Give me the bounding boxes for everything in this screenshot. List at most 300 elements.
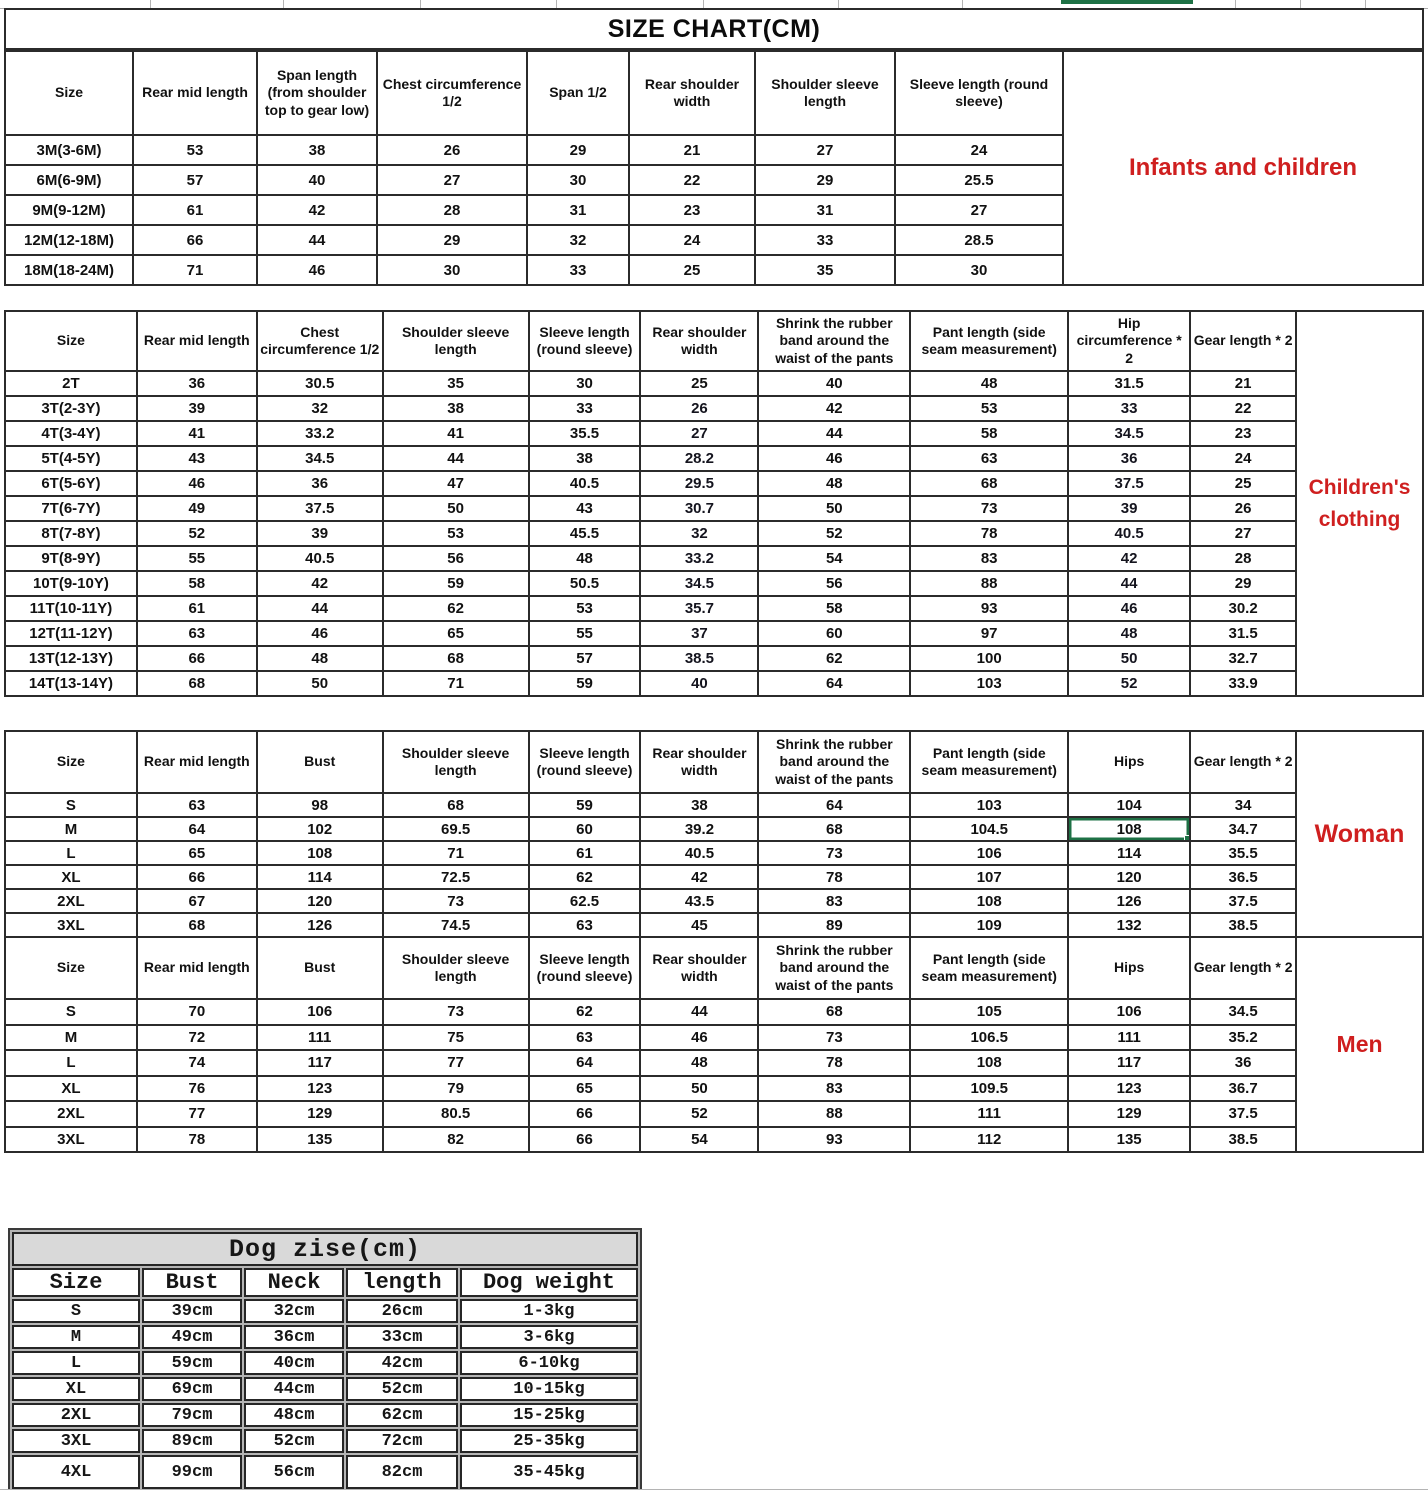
- value-cell: 50: [640, 1076, 758, 1102]
- table-row: [5, 521, 1296, 546]
- value-cell: 54: [758, 546, 910, 571]
- column-header: Shoulder sleeve length: [383, 731, 529, 793]
- value-cell: 45.5: [529, 521, 641, 546]
- value-cell: 39: [257, 521, 383, 546]
- size-cell: 4T(3-4Y): [5, 421, 137, 446]
- value-cell: 27: [1190, 521, 1296, 546]
- table-row: [5, 446, 1296, 471]
- value-cell: 34.5: [640, 571, 758, 596]
- value-cell: 25.5: [895, 165, 1063, 195]
- value-cell: 35.7: [640, 596, 758, 621]
- value-cell: 117: [1068, 1050, 1190, 1076]
- column-header: Gear length * 2: [1190, 731, 1296, 793]
- table-row: [5, 371, 1296, 396]
- size-cell: 14T(13-14Y): [5, 671, 137, 696]
- value-cell: 32: [257, 396, 383, 421]
- value-cell: 65: [383, 621, 529, 646]
- value-cell: 44: [383, 446, 529, 471]
- size-cell: 11T(10-11Y): [5, 596, 137, 621]
- value-cell: 40.5: [257, 546, 383, 571]
- value-cell: 29: [527, 135, 629, 165]
- value-cell: 38.5: [1190, 1127, 1296, 1153]
- value-cell: 106: [1068, 999, 1190, 1025]
- value-cell: 66: [137, 646, 257, 671]
- column-header: Gear length * 2: [1190, 937, 1296, 999]
- value-cell: 62: [529, 865, 641, 889]
- value-cell: 88: [910, 571, 1068, 596]
- value-cell: 36: [257, 471, 383, 496]
- value-cell: 105: [910, 999, 1068, 1025]
- column-header: Gear length * 2: [1190, 311, 1296, 371]
- value-cell: 123: [1068, 1076, 1190, 1102]
- value-cell: 117: [257, 1050, 383, 1076]
- column-header: Shoulder sleeve length: [755, 51, 895, 135]
- column-header: Sleeve length (round sleeve): [529, 311, 641, 371]
- value-cell: 31.5: [1068, 371, 1190, 396]
- value-cell: 56: [383, 546, 529, 571]
- value-cell: 55: [137, 546, 257, 571]
- value-cell: 38: [640, 793, 758, 817]
- value-cell: 78: [758, 865, 910, 889]
- value-cell: 38: [257, 135, 377, 165]
- value-cell: 44: [758, 421, 910, 446]
- value-cell: 36: [137, 371, 257, 396]
- value-cell: 71: [383, 841, 529, 865]
- value-cell: 42: [257, 571, 383, 596]
- value-cell: 33.2: [640, 546, 758, 571]
- value-cell: 104: [1068, 793, 1190, 817]
- value-cell: 59cm: [142, 1351, 242, 1375]
- column-header: Bust: [142, 1268, 242, 1297]
- value-cell: 132: [1068, 913, 1190, 937]
- value-cell: 76: [137, 1076, 257, 1102]
- value-cell: 78: [758, 1050, 910, 1076]
- size-cell: XL: [5, 865, 137, 889]
- size-cell: 5T(4-5Y): [5, 446, 137, 471]
- value-cell: 48cm: [244, 1403, 344, 1427]
- column-header: Shrink the rubber band around the waist of the pants: [758, 937, 910, 999]
- value-cell: 47: [383, 471, 529, 496]
- value-cell: 29: [377, 225, 527, 255]
- infants-section-label: Infants and children: [1064, 50, 1424, 286]
- value-cell: 26: [1190, 496, 1296, 521]
- value-cell: 79: [383, 1076, 529, 1102]
- value-cell: 37: [640, 621, 758, 646]
- value-cell: 42: [758, 396, 910, 421]
- value-cell: 50: [383, 496, 529, 521]
- column-header: Shoulder sleeve length: [383, 937, 529, 999]
- value-cell: 68: [758, 817, 910, 841]
- value-cell: 74: [137, 1050, 257, 1076]
- table-row: [5, 135, 1063, 165]
- value-cell: 29: [1190, 571, 1296, 596]
- column-header: Rear shoulder width: [640, 937, 758, 999]
- value-cell: 75: [383, 1025, 529, 1051]
- table-row: [5, 793, 1296, 817]
- size-cell: 2XL: [5, 1101, 137, 1127]
- value-cell: 83: [758, 1076, 910, 1102]
- value-cell: 33cm: [346, 1325, 458, 1349]
- size-cell: L: [5, 841, 137, 865]
- value-cell: 77: [137, 1101, 257, 1127]
- value-cell: 49: [137, 496, 257, 521]
- value-cell: 50: [1068, 646, 1190, 671]
- value-cell: 41: [137, 421, 257, 446]
- value-cell: 40.5: [640, 841, 758, 865]
- size-cell: 12M(12-18M): [5, 225, 133, 255]
- dog-section: [8, 1228, 642, 1493]
- value-cell: 15-25kg: [460, 1403, 638, 1427]
- infants-section: [4, 8, 1424, 286]
- table-row: [12, 1377, 638, 1401]
- value-cell: 73: [383, 999, 529, 1025]
- value-cell: 78: [910, 521, 1068, 546]
- value-cell: 69.5: [383, 817, 529, 841]
- value-cell: 48: [910, 371, 1068, 396]
- value-cell: 61: [133, 195, 257, 225]
- size-cell: S: [5, 999, 137, 1025]
- table-row: [5, 165, 1063, 195]
- table-row: [5, 421, 1296, 446]
- value-cell: 62: [529, 999, 641, 1025]
- value-cell: 43: [529, 496, 641, 521]
- value-cell: 48: [640, 1050, 758, 1076]
- value-cell: 88: [758, 1101, 910, 1127]
- value-cell: 31: [755, 195, 895, 225]
- value-cell: 58: [910, 421, 1068, 446]
- column-header: Hips: [1068, 731, 1190, 793]
- column-header: Bust: [257, 731, 383, 793]
- value-cell: 48: [257, 646, 383, 671]
- value-cell: 33.2: [257, 421, 383, 446]
- value-cell: 112: [910, 1127, 1068, 1153]
- size-cell: 3XL: [12, 1429, 140, 1453]
- value-cell: 89cm: [142, 1429, 242, 1453]
- value-cell: 48: [758, 471, 910, 496]
- value-cell: 111: [257, 1025, 383, 1051]
- value-cell: 64: [758, 671, 910, 696]
- size-cell: 2T: [5, 371, 137, 396]
- value-cell: 72: [137, 1025, 257, 1051]
- size-cell: 6T(5-6Y): [5, 471, 137, 496]
- value-cell: 24: [1190, 446, 1296, 471]
- value-cell: 71: [133, 255, 257, 285]
- men-section-label: Men: [1295, 936, 1424, 1153]
- value-cell: 46: [1068, 596, 1190, 621]
- value-cell: 36.5: [1190, 865, 1296, 889]
- value-cell: 114: [1068, 841, 1190, 865]
- value-cell: 100: [910, 646, 1068, 671]
- table-row: [5, 841, 1296, 865]
- value-cell: 46: [137, 471, 257, 496]
- value-cell: 44: [257, 596, 383, 621]
- value-cell: 43: [137, 446, 257, 471]
- value-cell: 93: [910, 596, 1068, 621]
- value-cell: 82: [383, 1127, 529, 1153]
- value-cell: 52: [640, 1101, 758, 1127]
- value-cell: 38.5: [1190, 913, 1296, 937]
- value-cell: 33: [755, 225, 895, 255]
- value-cell: 26cm: [346, 1299, 458, 1323]
- dog-size-table: [8, 1228, 642, 1493]
- value-cell: 57: [133, 165, 257, 195]
- value-cell: 106.5: [910, 1025, 1068, 1051]
- column-header: Rear mid length: [137, 937, 257, 999]
- value-cell: 21: [629, 135, 755, 165]
- men-size-table: [4, 936, 1297, 1153]
- value-cell: 25-35kg: [460, 1429, 638, 1453]
- value-cell: 65: [529, 1076, 641, 1102]
- value-cell: 26: [377, 135, 527, 165]
- value-cell: 21: [1190, 371, 1296, 396]
- value-cell: 62: [383, 596, 529, 621]
- table-row: [5, 255, 1063, 285]
- value-cell: 31.5: [1190, 621, 1296, 646]
- column-header: Sleeve length (round sleeve): [529, 937, 641, 999]
- spreadsheet-bottom-gridline: [0, 1489, 1428, 1500]
- value-cell: 52cm: [244, 1429, 344, 1453]
- value-cell: 36: [1190, 1050, 1296, 1076]
- column-header: Pant length (side seam measurement): [910, 311, 1068, 371]
- column-header: Rear mid length: [137, 731, 257, 793]
- column-header: Shrink the rubber band around the waist of the pants: [758, 731, 910, 793]
- value-cell: 135: [257, 1127, 383, 1153]
- value-cell: 64: [758, 793, 910, 817]
- table-row: [5, 621, 1296, 646]
- value-cell: 37.5: [257, 496, 383, 521]
- size-cell: 2XL: [12, 1403, 140, 1427]
- column-header: Pant length (side seam measurement): [910, 731, 1068, 793]
- column-header: Shrink the rubber band around the waist of the pants: [758, 311, 910, 371]
- value-cell: 123: [257, 1076, 383, 1102]
- children-size-table: [4, 310, 1297, 697]
- value-cell: 79cm: [142, 1403, 242, 1427]
- value-cell: 46: [257, 621, 383, 646]
- size-cell: M: [12, 1325, 140, 1349]
- value-cell: 63: [137, 793, 257, 817]
- column-header: Rear mid length: [137, 311, 257, 371]
- value-cell: 35.5: [1190, 841, 1296, 865]
- value-cell: 35: [383, 371, 529, 396]
- column-header: Size: [5, 51, 133, 135]
- size-cell: S: [12, 1299, 140, 1323]
- value-cell: 63: [137, 621, 257, 646]
- value-cell: 38.5: [640, 646, 758, 671]
- value-cell: 68: [383, 646, 529, 671]
- table-row: [5, 496, 1296, 521]
- value-cell: 78: [137, 1127, 257, 1153]
- value-cell: 74.5: [383, 913, 529, 937]
- table-row: [5, 865, 1296, 889]
- value-cell: 44: [640, 999, 758, 1025]
- table-row: [5, 571, 1296, 596]
- column-header: Neck: [244, 1268, 344, 1297]
- dog-table-title: Dog zise(cm): [12, 1232, 638, 1266]
- value-cell: 66: [529, 1101, 641, 1127]
- value-cell: 59: [529, 793, 641, 817]
- value-cell: 55: [529, 621, 641, 646]
- value-cell: 40.5: [529, 471, 641, 496]
- table-row: [5, 546, 1296, 571]
- size-cell: 3XL: [5, 1127, 137, 1153]
- table-row: [5, 195, 1063, 225]
- value-cell: 30.7: [640, 496, 758, 521]
- value-cell: 39: [1068, 496, 1190, 521]
- value-cell: 30.5: [257, 371, 383, 396]
- table-row: [12, 1403, 638, 1427]
- column-header: Chest circumference 1/2: [377, 51, 527, 135]
- size-cell: 3M(3-6M): [5, 135, 133, 165]
- value-cell: 109: [910, 913, 1068, 937]
- value-cell: 71: [383, 671, 529, 696]
- column-header: Size: [12, 1268, 140, 1297]
- value-cell: 68: [910, 471, 1068, 496]
- value-cell: 28: [1190, 546, 1296, 571]
- table-row: [12, 1325, 638, 1349]
- value-cell: 58: [758, 596, 910, 621]
- value-cell: 27: [640, 421, 758, 446]
- table-row: [5, 913, 1296, 937]
- value-cell: 35-45kg: [460, 1455, 638, 1489]
- column-header: Dog weight: [460, 1268, 638, 1297]
- table-row: [5, 1101, 1296, 1127]
- value-cell: 30: [895, 255, 1063, 285]
- column-header: Rear shoulder width: [629, 51, 755, 135]
- column-header: Hips: [1068, 937, 1190, 999]
- size-cell: 3XL: [5, 913, 137, 937]
- column-header: Span length (from shoulder top to gear low): [257, 51, 377, 135]
- value-cell: 27: [755, 135, 895, 165]
- value-cell: 135: [1068, 1127, 1190, 1153]
- value-cell: 28: [377, 195, 527, 225]
- size-cell: 7T(6-7Y): [5, 496, 137, 521]
- column-header: Size: [5, 311, 137, 371]
- value-cell: 129: [257, 1101, 383, 1127]
- value-cell: 97: [910, 621, 1068, 646]
- value-cell: 34.5: [1190, 999, 1296, 1025]
- size-cell: 3T(2-3Y): [5, 396, 137, 421]
- value-cell: 10-15kg: [460, 1377, 638, 1401]
- value-cell: 30: [527, 165, 629, 195]
- size-cell: 13T(12-13Y): [5, 646, 137, 671]
- size-cell: 18M(18-24M): [5, 255, 133, 285]
- value-cell: 44cm: [244, 1377, 344, 1401]
- value-cell: 33: [529, 396, 641, 421]
- value-cell: 63: [529, 1025, 641, 1051]
- value-cell: 45: [640, 913, 758, 937]
- value-cell: 35: [755, 255, 895, 285]
- value-cell: 30.2: [1190, 596, 1296, 621]
- size-cell: 9T(8-9Y): [5, 546, 137, 571]
- value-cell: 66: [137, 865, 257, 889]
- value-cell: 34: [1190, 793, 1296, 817]
- table-row: [12, 1351, 638, 1375]
- value-cell: 37.5: [1190, 1101, 1296, 1127]
- value-cell: 32: [640, 521, 758, 546]
- value-cell: 48: [1068, 621, 1190, 646]
- selection-top-border: [1061, 0, 1193, 4]
- value-cell: 36cm: [244, 1325, 344, 1349]
- value-cell: 42: [1068, 546, 1190, 571]
- value-cell: 54: [640, 1127, 758, 1153]
- value-cell: 73: [383, 889, 529, 913]
- value-cell: 22: [629, 165, 755, 195]
- size-cell: 2XL: [5, 889, 137, 913]
- value-cell: 35.2: [1190, 1025, 1296, 1051]
- value-cell: 1-3kg: [460, 1299, 638, 1323]
- selected-cell: 108: [1068, 817, 1190, 841]
- value-cell: 68: [137, 671, 257, 696]
- value-cell: 28.2: [640, 446, 758, 471]
- column-header: Size: [5, 937, 137, 999]
- value-cell: 120: [1068, 865, 1190, 889]
- table-row: [5, 471, 1296, 496]
- value-cell: 58: [137, 571, 257, 596]
- value-cell: 89: [758, 913, 910, 937]
- value-cell: 68: [758, 999, 910, 1025]
- value-cell: 106: [910, 841, 1068, 865]
- column-header: Shoulder sleeve length: [383, 311, 529, 371]
- value-cell: 49cm: [142, 1325, 242, 1349]
- woman-size-table: [4, 730, 1297, 938]
- value-cell: 25: [629, 255, 755, 285]
- value-cell: 46: [758, 446, 910, 471]
- value-cell: 35.5: [529, 421, 641, 446]
- table-row: [5, 646, 1296, 671]
- value-cell: 108: [910, 1050, 1068, 1076]
- table-row: [5, 1025, 1296, 1051]
- value-cell: 62.5: [529, 889, 641, 913]
- value-cell: 52: [137, 521, 257, 546]
- value-cell: 27: [895, 195, 1063, 225]
- value-cell: 24: [629, 225, 755, 255]
- table-row: [12, 1299, 638, 1323]
- value-cell: 42: [257, 195, 377, 225]
- size-cell: XL: [5, 1076, 137, 1102]
- value-cell: 99cm: [142, 1455, 242, 1489]
- value-cell: 52: [758, 521, 910, 546]
- value-cell: 40cm: [244, 1351, 344, 1375]
- value-cell: 37.5: [1068, 471, 1190, 496]
- children-section: [4, 310, 1424, 697]
- value-cell: 98: [257, 793, 383, 817]
- value-cell: 33.9: [1190, 671, 1296, 696]
- value-cell: 25: [640, 371, 758, 396]
- value-cell: 52: [1068, 671, 1190, 696]
- value-cell: 64: [529, 1050, 641, 1076]
- value-cell: 56cm: [244, 1455, 344, 1489]
- value-cell: 63: [910, 446, 1068, 471]
- column-header: Sleeve length (round sleeve): [895, 51, 1063, 135]
- value-cell: 40: [257, 165, 377, 195]
- value-cell: 46: [640, 1025, 758, 1051]
- value-cell: 67: [137, 889, 257, 913]
- value-cell: 120: [257, 889, 383, 913]
- table-row: [12, 1429, 638, 1453]
- table-row: [5, 1050, 1296, 1076]
- value-cell: 36: [1068, 446, 1190, 471]
- value-cell: 46: [257, 255, 377, 285]
- table-row: [5, 1127, 1296, 1153]
- value-cell: 126: [1068, 889, 1190, 913]
- value-cell: 61: [529, 841, 641, 865]
- table-row: [5, 817, 1296, 841]
- value-cell: 64: [137, 817, 257, 841]
- value-cell: 103: [910, 671, 1068, 696]
- table-row: [5, 225, 1063, 255]
- size-cell: 8T(7-8Y): [5, 521, 137, 546]
- value-cell: 108: [257, 841, 383, 865]
